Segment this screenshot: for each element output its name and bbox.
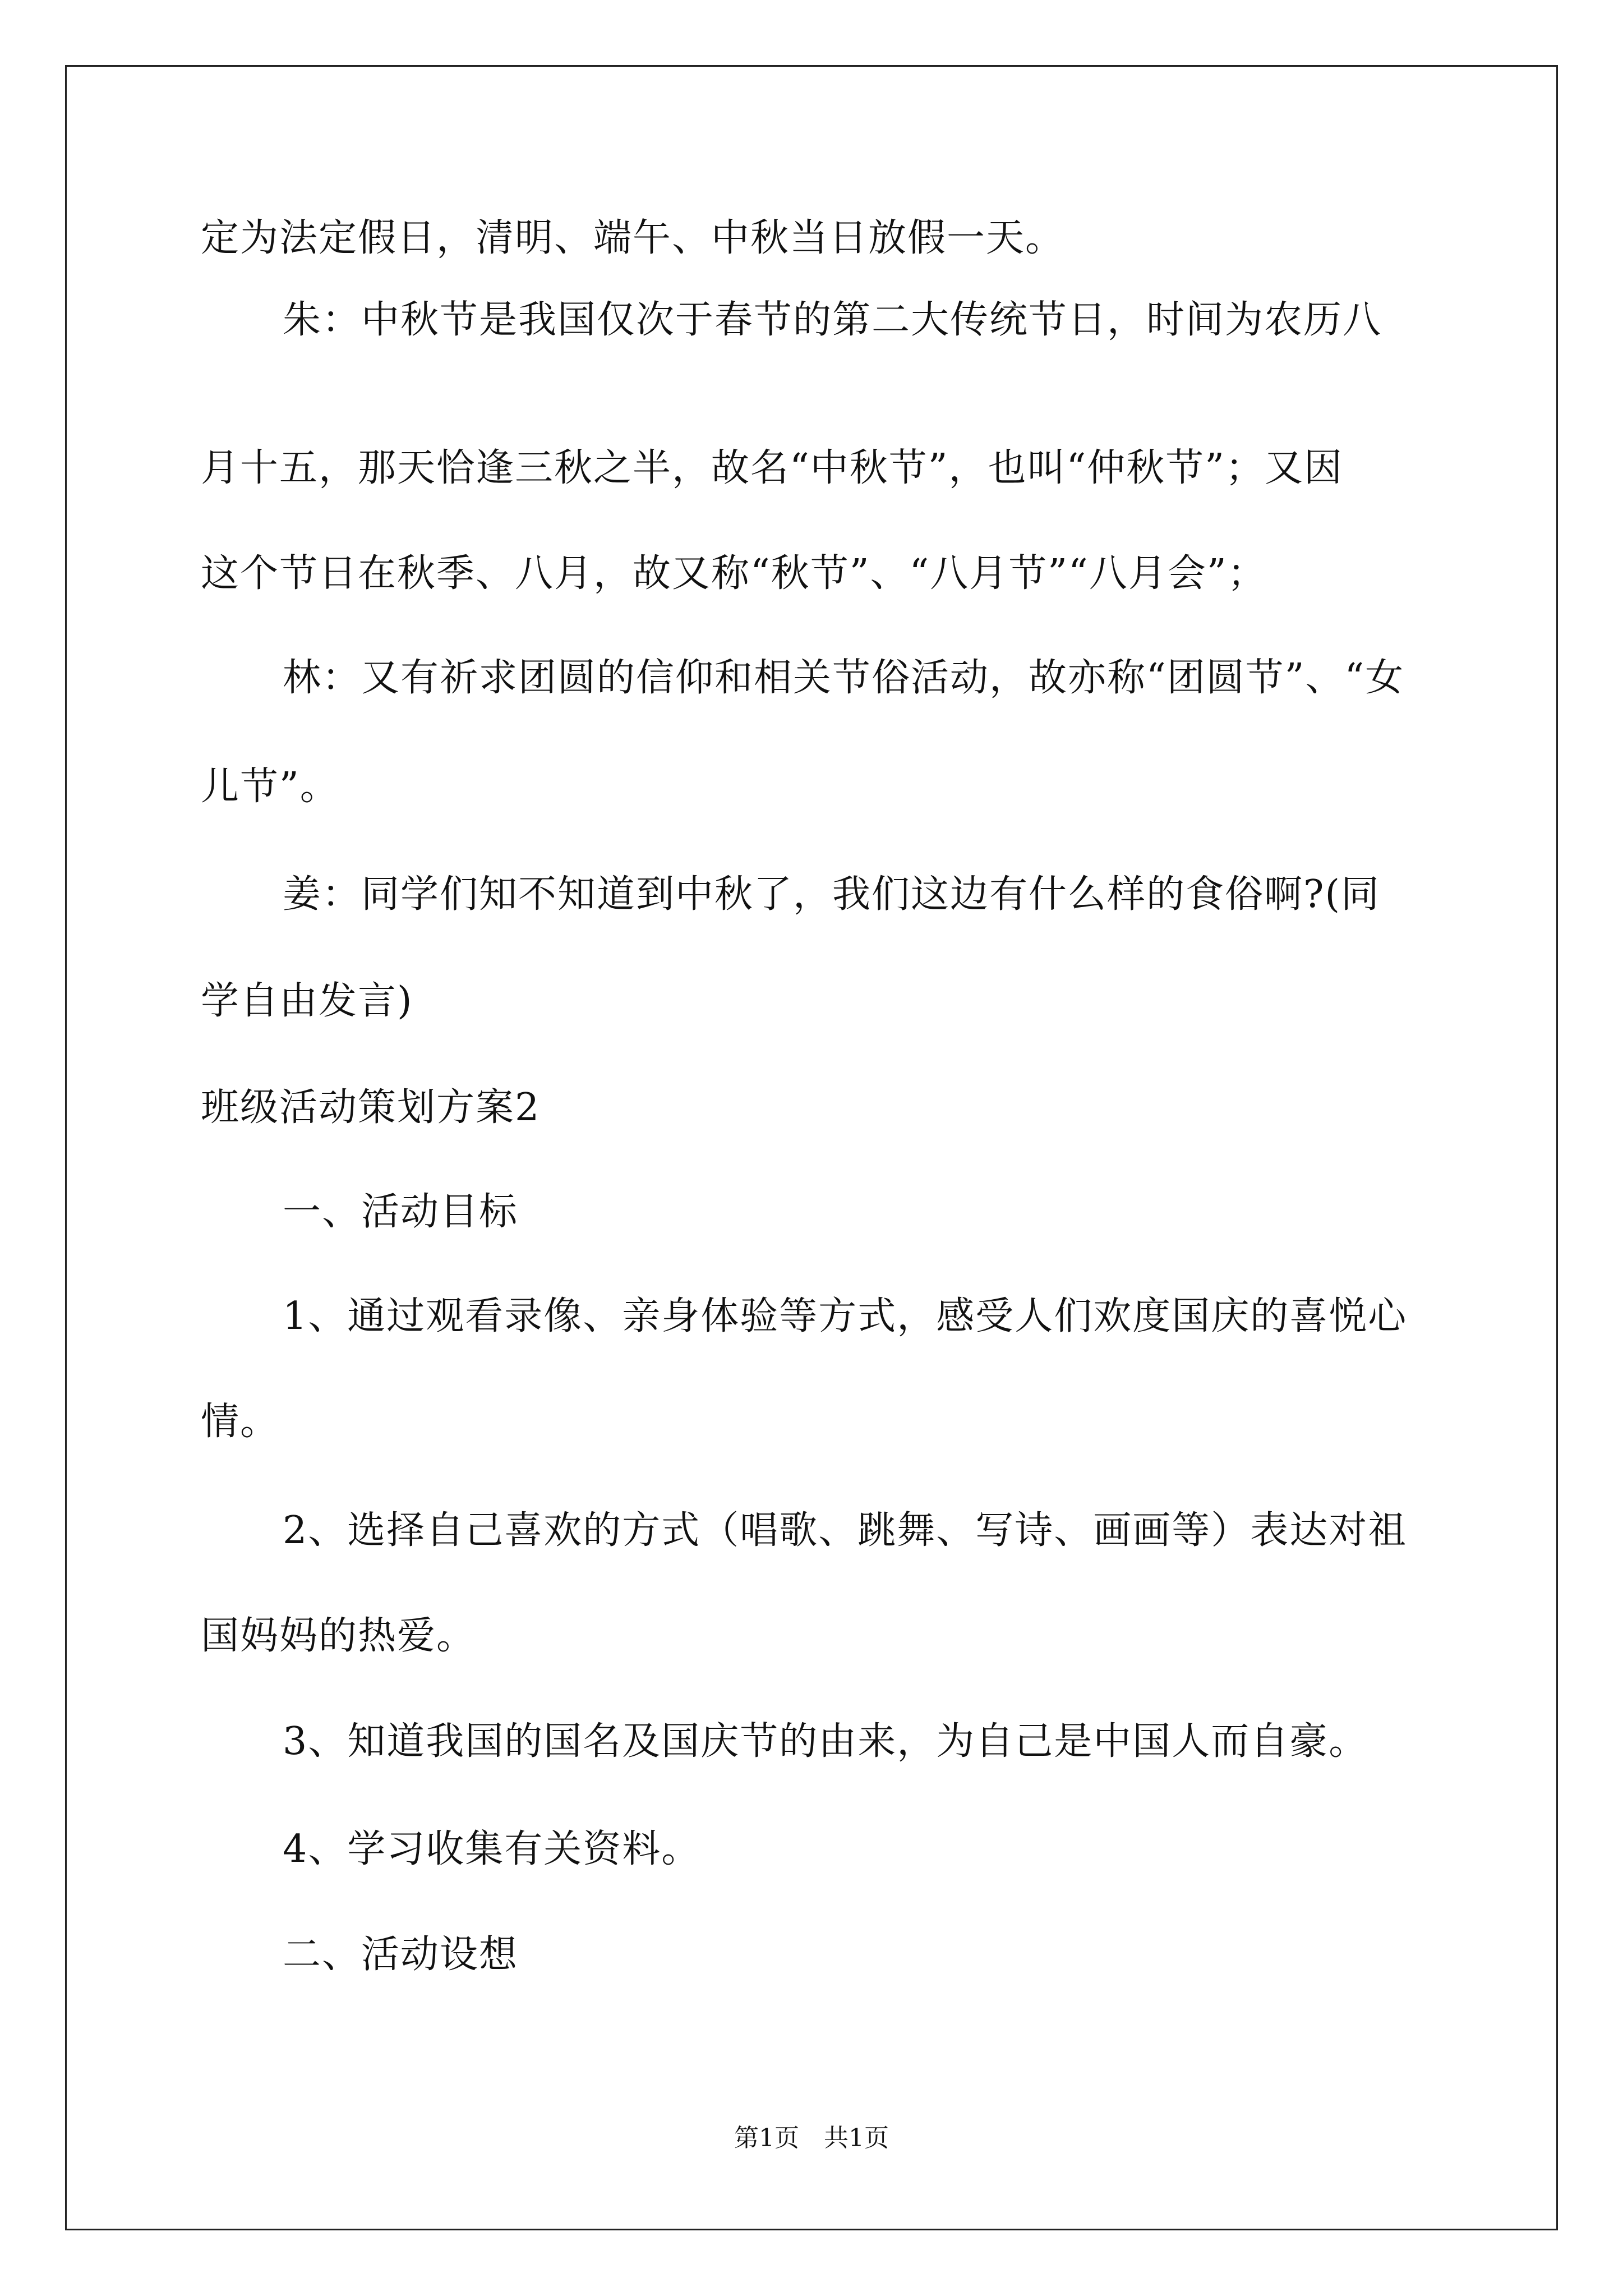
- text-line: 月十五，那天恰逢三秋之半，故名“中秋节”，也叫“仲秋节”；又因: [201, 446, 1344, 490]
- text-line: 2、选择自己喜欢的方式（唱歌、跳舞、写诗、画画等）表达对祖: [283, 1508, 1408, 1553]
- page-border: [65, 65, 1558, 2230]
- text-line: 朱：中秋节是我国仅次于春节的第二大传统节日，时间为农历八: [283, 298, 1382, 342]
- text-line: 4、学习收集有关资料。: [283, 1827, 701, 1871]
- text-line: 林：又有祈求团圆的信仰和相关节俗活动，故亦称“团圆节”、“女: [283, 656, 1405, 700]
- text-line: 3、知道我国的国名及国庆节的由来，为自己是中国人而自豪。: [283, 1719, 1368, 1764]
- text-line: 二、活动设想: [283, 1932, 519, 1977]
- page-footer: 第1页 共1页: [734, 2124, 889, 2152]
- text-line: 姜：同学们知不知道到中秋了，我们这边有什么样的食俗啊?(同: [283, 872, 1380, 917]
- text-line: 这个节日在秋季、八月，故又称“秋节”、“八月节”“八月会”；: [201, 551, 1267, 596]
- text-line: 学自由发言): [201, 979, 413, 1023]
- text-line: 1、通过观看录像、亲身体验等方式，感受人们欢度国庆的喜悦心: [283, 1294, 1408, 1338]
- section-heading: 班级活动策划方案2: [201, 1085, 541, 1130]
- text-line: 一、活动目标: [283, 1190, 519, 1234]
- text-line: 国妈妈的热爱。: [201, 1614, 476, 1658]
- text-line: 儿节”。: [201, 765, 339, 809]
- text-line: 定为法定假日，清明、端午、中秋当日放假一天。: [201, 216, 1065, 260]
- text-line: 情。: [201, 1400, 280, 1444]
